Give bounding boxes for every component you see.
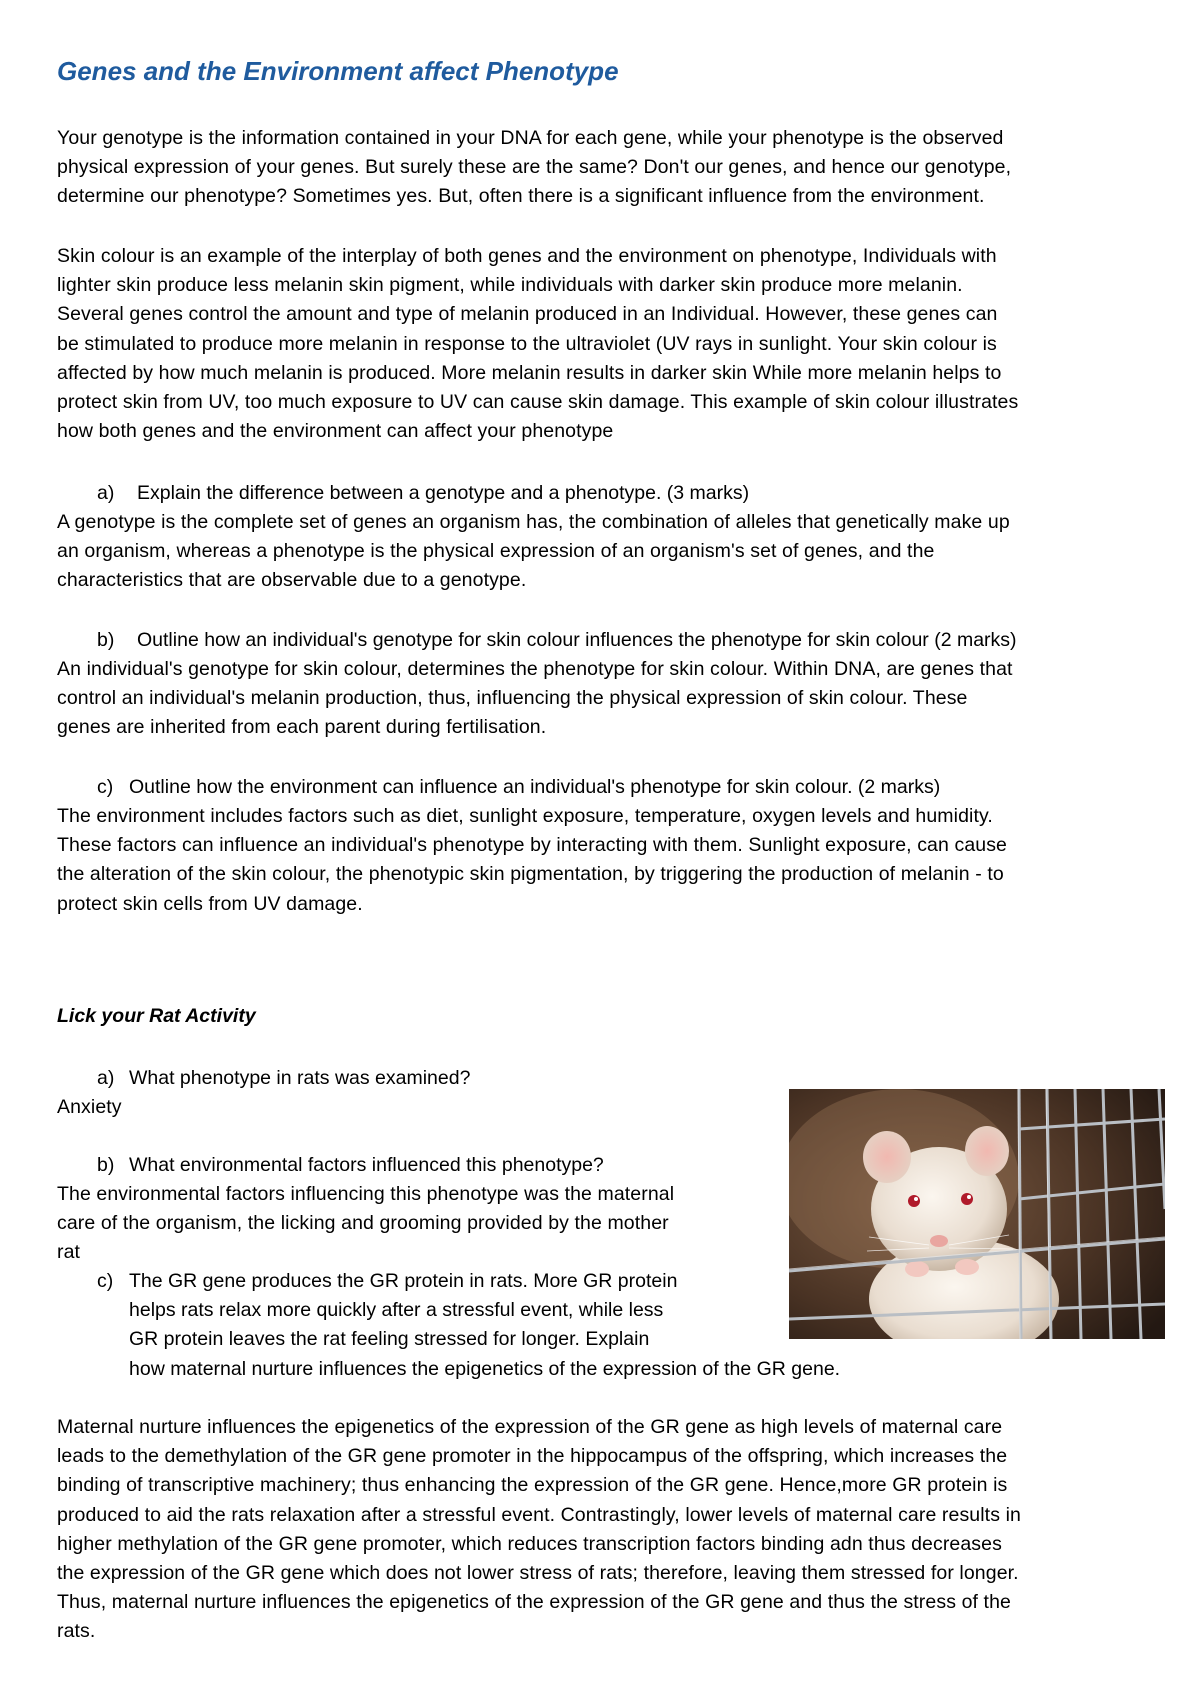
answer-a — [57, 508, 1157, 596]
question-text: What phenotype in rats was examined? — [129, 1067, 471, 1089]
skin-colour-paragraph — [57, 242, 1157, 446]
page-title: Genes and the Environment affect Phenotype — [57, 56, 619, 86]
answer-line: the expression of the GR gene which does not lower stress of rats; therefore, leaving them stressed for longer. — [57, 1562, 1019, 1585]
section-title: Lick your Rat Activity — [57, 1005, 256, 1027]
answer-b — [57, 655, 1157, 743]
answer-line: Thus, maternal nurture influences the epigenetics of the expression of the GR gene and thus the stress of the — [57, 1591, 1011, 1614]
answer-line: rats. — [57, 1620, 96, 1643]
rat-answer-b — [57, 1180, 757, 1268]
answer-line: leads to the demethylation of the GR gene promoter in the hippocampus of the offspring, which increases the — [57, 1445, 1008, 1468]
answer-line: higher methylation of the GR gene promoter, which reduces transcription factors binding adn thus decreases — [57, 1532, 1002, 1555]
question-text: how maternal nurture influences the epigenetics of the expression of the GR gene. — [129, 1357, 841, 1380]
question-c — [97, 773, 940, 802]
skin-line: be stimulated to produce more melanin in response to the ultraviolet (UV rays in sunlight. Your skin colour is — [57, 332, 997, 355]
skin-line: protect skin from UV, too much exposure to UV can cause skin damage. This example of skin colour illustrates — [57, 391, 1019, 414]
intro-line: determine our phenotype? Sometimes yes. But, often there is a significant influence from the environment. — [57, 185, 985, 208]
intro-paragraph — [57, 124, 1157, 212]
question-text: GR protein leaves the rat feeling stressed for longer. Explain — [129, 1328, 650, 1351]
rat-question-c — [97, 1267, 840, 1384]
answer-line: The environmental factors influencing this phenotype was the maternal — [57, 1183, 675, 1205]
skin-line: how both genes and the environment can affect your phenotype — [57, 420, 614, 443]
skin-line: Skin colour is an example of the interplay of both genes and the environment on phenotype, Individuals with — [57, 245, 997, 267]
skin-line: affected by how much melanin is produced. More melanin results in darker skin While more melanin helps to — [57, 361, 1002, 384]
answer-line: characteristics that are observable due to a genotype. — [57, 569, 527, 592]
question-number: c) — [97, 776, 114, 798]
answer-line: an organism, whereas a phenotype is the physical expression of an organism's set of genes, and the — [57, 540, 935, 563]
question-text: Explain the difference between a genotype and a phenotype. (3 marks) — [137, 482, 750, 504]
answer-line: care of the organism, the licking and grooming provided by the mother — [57, 1212, 669, 1235]
rat-question-b — [97, 1151, 604, 1180]
answer-line: A genotype is the complete set of genes an organism has, the combination of alleles that genetically make up — [57, 511, 1010, 533]
answer-line: These factors can influence an individual's phenotype by interacting with them. Sunlight exposure, can cause — [57, 834, 1007, 857]
answer-c — [57, 802, 1157, 919]
rat-answer-c — [57, 1413, 1157, 1647]
question-text: The GR gene produces the GR protein in rats. More GR protein — [129, 1270, 678, 1292]
answer-line: control an individual's melanin production, thus, influencing the physical expression of skin colour. These — [57, 687, 968, 710]
question-text-block — [129, 1267, 840, 1384]
answer-line: the alteration of the skin colour, the phenotypic skin pigmentation, by triggering the production of melanin - to — [57, 863, 1004, 886]
question-number: b) — [97, 1154, 115, 1176]
question-text: What environmental factors influenced this phenotype? — [129, 1154, 604, 1176]
question-number: c) — [97, 1270, 114, 1292]
rat-answer-a: Anxiety — [57, 1096, 122, 1118]
answer-line: genes are inherited from each parent during fertilisation. — [57, 716, 547, 739]
question-a — [97, 479, 749, 508]
rat-photo — [789, 1089, 1165, 1339]
skin-line: Several genes control the amount and type of melanin produced in an Individual. However, these genes can — [57, 303, 998, 326]
answer-line: protect skin cells from UV damage. — [57, 892, 363, 915]
answer-line: The environment includes factors such as diet, sunlight exposure, temperature, oxygen levels and humidity. — [57, 805, 993, 827]
question-number: a) — [97, 1067, 115, 1089]
intro-line: Your genotype is the information contained in your DNA for each gene, while your phenotype is the observed — [57, 127, 1004, 149]
question-b — [97, 626, 1017, 655]
answer-line: produced to aid the rats relaxation after a stressful event. Contrastingly, lower levels of maternal care results in — [57, 1503, 1021, 1526]
intro-line: physical expression of your genes. But surely these are the same? Don't our genes, and hence our genotype, — [57, 156, 1012, 179]
question-number: a) — [97, 482, 115, 504]
question-number: b) — [97, 629, 115, 651]
question-text: Outline how the environment can influence an individual's phenotype for skin colour. (2 marks) — [129, 776, 941, 798]
answer-line: binding of transcriptive machinery; thus enhancing the expression of the GR gene. Hence,more GR protein is — [57, 1474, 1008, 1497]
answer-line: rat — [57, 1241, 81, 1264]
skin-line: lighter skin produce less melanin skin pigment, while individuals with darker skin produce more melanin. — [57, 274, 963, 297]
question-text: Outline how an individual's genotype for skin colour influences the phenotype for skin colour (2 marks) — [137, 629, 1017, 651]
answer-line: Maternal nurture influences the epigenetics of the expression of the GR gene as high levels of maternal care — [57, 1416, 1003, 1438]
question-text: helps rats relax more quickly after a stressful event, while less — [129, 1299, 664, 1322]
rat-question-a — [97, 1064, 470, 1093]
answer-line: An individual's genotype for skin colour, determines the phenotype for skin colour. Within DNA, are genes that — [57, 658, 1013, 680]
